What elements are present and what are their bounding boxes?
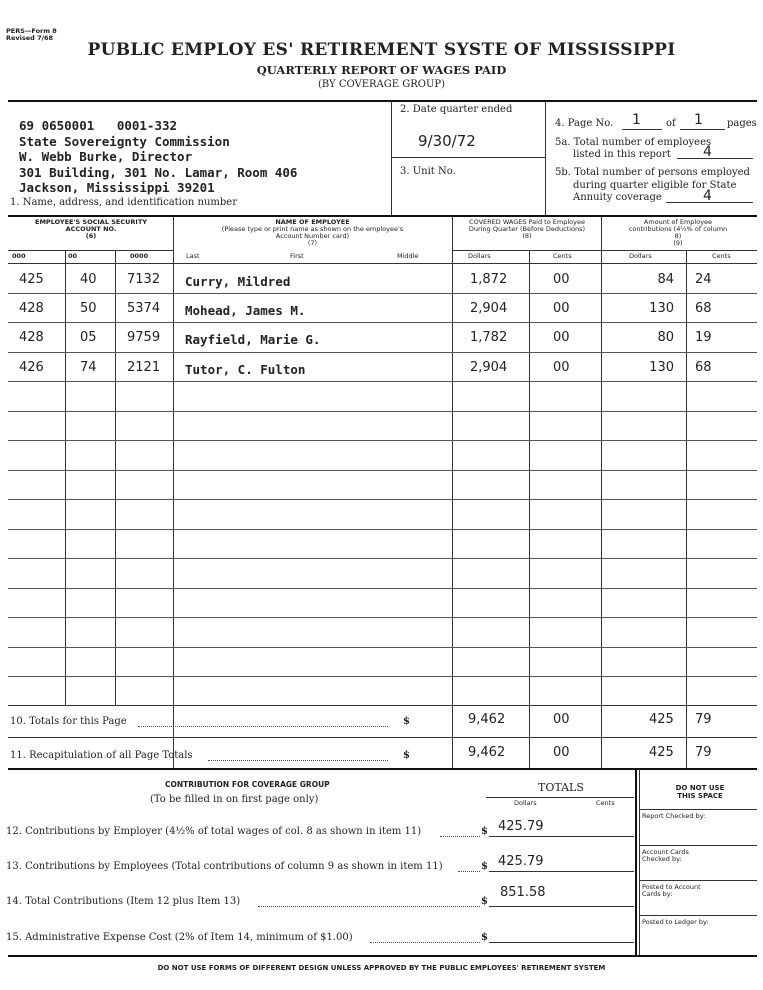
recap-wages-cents: 00 xyxy=(553,745,570,760)
employee-name-cell: Curry, Mildred xyxy=(185,274,291,289)
ssn-area-cell: 426 xyxy=(19,359,44,375)
totals-bottom-line xyxy=(8,768,757,770)
contrib-cents-cell: 68 xyxy=(695,301,712,317)
item12-dots xyxy=(440,836,480,837)
ssn-subheader-line xyxy=(8,250,173,251)
item14-dollar: $ xyxy=(481,896,488,907)
page-no-line xyxy=(622,129,662,130)
contrib-dollars-cell: 130 xyxy=(649,359,674,375)
totals-top-line xyxy=(8,705,757,706)
office-line-1 xyxy=(639,809,757,810)
contribution-heading: CONTRIBUTION FOR COVERAGE GROUP xyxy=(165,780,330,789)
page-no-label: 4. Page No. xyxy=(555,118,614,129)
ssn-header: EMPLOYEE'S SOCIAL SECURITY ACCOUNT NO. (6) xyxy=(35,218,147,240)
account-cards-label: Account Cards Checked by: xyxy=(642,848,689,863)
divider-quarter xyxy=(545,101,546,215)
form-subtitle: QUARTERLY REPORT OF WAGES PAID xyxy=(256,63,507,77)
ssn-serial-cell: 9759 xyxy=(127,330,161,346)
total-pages-line xyxy=(680,129,725,130)
ssn-serial-cell: 2121 xyxy=(127,359,161,375)
page-of-label: of xyxy=(666,118,676,129)
item13-value: 425.79 xyxy=(498,854,544,869)
ssn-group-cell: 74 xyxy=(80,359,97,375)
row-grid-line xyxy=(8,322,757,323)
quarter-value: 9/30/72 xyxy=(418,132,476,150)
item13-dollar: $ xyxy=(481,861,488,872)
quarter-label: 2. Date quarter ended xyxy=(400,104,513,115)
contrib-sub-cents: Cents xyxy=(712,252,731,260)
recap-dots xyxy=(208,760,388,761)
ssn-sub-2: 00 xyxy=(68,252,78,260)
totals-page-dots xyxy=(138,726,388,727)
row-grid-line xyxy=(8,411,757,412)
report-checked-label: Report Checked by: xyxy=(642,812,706,820)
total-pages-value: 1 xyxy=(694,112,703,128)
item15-dollar: $ xyxy=(481,932,488,943)
row-grid-line xyxy=(8,440,757,441)
ssn-sub-1: 000 xyxy=(12,252,26,260)
col-line-contrib-cents xyxy=(686,250,687,769)
bottom-border xyxy=(8,955,757,957)
wages-sub-cents: Cents xyxy=(553,252,572,260)
item14-line xyxy=(489,906,634,907)
posted-ledger-label: Posted to Ledger by: xyxy=(642,918,709,926)
col-line-ssn2 xyxy=(65,250,66,705)
table-top-border xyxy=(8,215,757,217)
totals-column-heading: TOTALS xyxy=(538,781,584,794)
form-subtitle-coverage: (BY COVERAGE GROUP) xyxy=(317,79,446,90)
totals-contrib-dollars: 425 xyxy=(649,712,674,727)
office-line-3 xyxy=(639,880,757,881)
wages-sub-dollars: Dollars xyxy=(468,252,491,260)
ssn-serial-cell: 5374 xyxy=(127,301,161,317)
totals-page-label: 10. Totals for this Page xyxy=(10,716,127,727)
item15-label: 15. Administrative Expense Cost (2% of Item 14, minimum of $1.00) xyxy=(6,932,353,943)
employer-director: W. Webb Burke, Director xyxy=(19,149,193,164)
row-grid-line xyxy=(8,676,757,677)
ssn-serial-cell: 7132 xyxy=(127,272,161,287)
col-line-name xyxy=(173,216,174,769)
contribution-cents-label: Cents xyxy=(596,799,615,807)
name-sub-last: Last xyxy=(186,252,200,260)
item12-label: 12. Contributions by Employer (4½% of total wages of col. 8 as shown in item 11) xyxy=(6,826,422,837)
item12-value: 425.79 xyxy=(498,819,544,834)
row-grid-line xyxy=(8,381,757,382)
posted-account-label: Posted to Account Cards by: xyxy=(642,883,701,898)
wages-dollars-cell: 1,872 xyxy=(470,272,508,287)
item14-dots xyxy=(258,906,480,907)
form-id: PERS—Form 8 Revised 7/68 xyxy=(6,27,57,42)
contrib-dollars-cell: 130 xyxy=(649,301,674,317)
recap-wages-dollars: 9,462 xyxy=(468,745,506,760)
contrib-cents-cell: 68 xyxy=(695,359,712,375)
item14-label: 14. Total Contributions (Item 12 plus Item 13) xyxy=(6,896,241,907)
name-sub-middle: Middle xyxy=(397,252,419,260)
ssn-group-cell: 40 xyxy=(80,272,97,287)
col-line-ssn3 xyxy=(115,250,116,705)
employer-name: State Sovereignty Commission xyxy=(19,133,230,149)
item12-line xyxy=(489,836,634,837)
ssn-area-cell: 428 xyxy=(19,330,44,346)
office-line-2 xyxy=(639,845,757,846)
divider-employer xyxy=(391,101,392,215)
wages-cents-cell: 00 xyxy=(553,301,570,317)
unit-label: 3. Unit No. xyxy=(400,166,456,177)
office-box-left-inner xyxy=(639,769,640,955)
recap-dollar: $ xyxy=(403,750,410,761)
ssn-sub-3: 0000 xyxy=(130,252,149,260)
row-grid-line xyxy=(8,499,757,500)
eligible-count-value: 4 xyxy=(703,188,712,204)
wages-dollars-cell: 2,904 xyxy=(470,359,508,375)
wages-dollars-cell: 1,782 xyxy=(470,330,508,346)
recap-contrib-cents: 79 xyxy=(695,745,712,760)
wages-cents-cell: 00 xyxy=(553,272,570,287)
row-grid-line xyxy=(8,470,757,471)
recap-label: 11. Recapitulation of all Page Totals xyxy=(10,750,193,761)
item13-dots xyxy=(458,871,480,872)
employees-count-line xyxy=(677,158,753,159)
pages-label: pages xyxy=(727,118,757,129)
contrib-dollars-cell: 84 xyxy=(657,272,674,287)
page-no-value: 1 xyxy=(632,112,641,128)
totals-page-dollar: $ xyxy=(403,716,410,727)
contrib-header: Amount of Employee contributions (4½% of column 8) (9) xyxy=(628,218,728,247)
office-box-left xyxy=(635,769,637,955)
contrib-cents-cell: 24 xyxy=(695,272,712,287)
contrib-sub-dollars: Dollars xyxy=(629,252,652,260)
office-use-heading: DO NOT USE THIS SPACE xyxy=(675,784,725,800)
contribution-dollars-label: Dollars xyxy=(514,799,537,807)
wages-dollars-cell: 2,904 xyxy=(470,301,508,317)
item14-value: 851.58 xyxy=(500,885,546,900)
employer-id: 69 0650001 0001-332 xyxy=(19,118,178,133)
item15-dots xyxy=(370,942,480,943)
row-grid-line xyxy=(8,617,757,618)
employer-city: Jackson, Mississippi 39201 xyxy=(19,180,215,195)
name-header: NAME OF EMPLOYEE (Please type or print name as shown on the employee's Account Number card) (7) xyxy=(221,218,404,247)
employer-block xyxy=(19,118,297,196)
wages-cents-cell: 00 xyxy=(553,330,570,346)
row-grid-line xyxy=(8,293,757,294)
totals-contrib-cents: 79 xyxy=(695,712,712,727)
form-title: PUBLIC EMPLOY ES' RETIREMENT SYSTE OF MISSISSIPPI xyxy=(87,40,676,60)
employee-name-cell: Mohead, James M. xyxy=(185,303,306,319)
item15-line xyxy=(489,942,634,943)
totals-mid-line xyxy=(8,737,757,738)
ssn-area-cell: 428 xyxy=(19,301,44,317)
row-grid-line xyxy=(8,352,757,353)
contribution-subheading: (To be filled in on first page only) xyxy=(150,794,319,805)
row-grid-line xyxy=(8,558,757,559)
employees-count-label: 5a. Total number of employees listed in this report xyxy=(555,137,712,160)
totals-wages-dollars: 9,462 xyxy=(468,712,506,727)
footer-notice: DO NOT USE FORMS OF DIFFERENT DESIGN UNLESS APPROVED BY THE PUBLIC EMPLOYEES' RETIREMENT SYSTEM xyxy=(157,964,606,972)
office-line-4 xyxy=(639,915,757,916)
divider-unit xyxy=(391,157,545,158)
ssn-group-cell: 05 xyxy=(80,330,97,346)
col-line-wages xyxy=(452,216,453,769)
item13-line xyxy=(489,871,634,872)
ssn-area-cell: 425 xyxy=(19,272,44,287)
col-line-contrib xyxy=(601,216,602,769)
item13-label: 13. Contributions by Employees (Total contributions of column 9 as shown in item 11) xyxy=(6,861,443,872)
row-grid-line xyxy=(8,647,757,648)
item12-dollar: $ xyxy=(481,826,488,837)
employee-name-cell: Tutor, C. Fulton xyxy=(185,361,306,377)
totals-wages-cents: 00 xyxy=(553,712,570,727)
name-sub-first: First xyxy=(290,252,304,260)
employer-address: 301 Building, 301 No. Lamar, Room 406 xyxy=(19,164,298,180)
row-grid-line xyxy=(8,588,757,589)
employee-name-cell: Rayfield, Marie G. xyxy=(185,332,321,348)
contrib-dollars-cell: 80 xyxy=(657,330,674,346)
employees-count-value: 4 xyxy=(703,144,712,160)
contrib-cents-cell: 19 xyxy=(695,330,712,346)
table-header-bottom xyxy=(8,263,757,264)
row-grid-line xyxy=(8,529,757,530)
wages-header: COVERED WAGES Paid to Employee During Quarter (Before Deductions) (8) xyxy=(468,218,586,240)
col-line-wages-cents xyxy=(529,250,530,769)
top-border xyxy=(8,100,757,102)
totals-heading-line xyxy=(486,797,634,798)
amounts-subheader-line xyxy=(452,250,757,251)
eligible-count-label: 5b. Total number of persons employed during quarter eligible for State Annuity coverage xyxy=(555,167,750,203)
recap-contrib-dollars: 425 xyxy=(649,745,674,760)
ssn-group-cell: 50 xyxy=(80,301,97,317)
wages-cents-cell: 00 xyxy=(553,359,570,375)
employer-label: 1. Name, address, and identification number xyxy=(10,197,237,208)
